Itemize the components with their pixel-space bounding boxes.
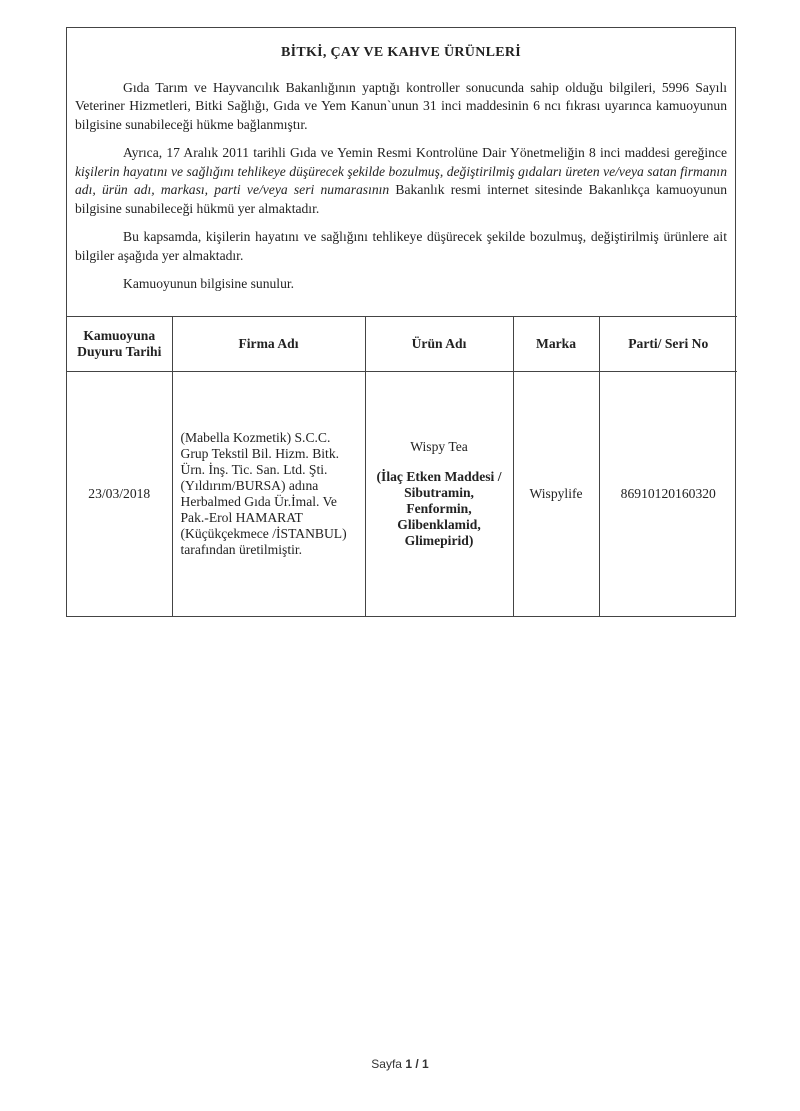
- paragraph-scope: Bu kapsamda, kişilerin hayatını ve sağlığını tehlikeye düşürecek şekilde bozulmuş, değiştirilmiş ürünlere ait bilgiler aşağıda yer almaktadır.: [75, 229, 727, 263]
- cell-product: [365, 371, 513, 616]
- header-batch: Parti/ Seri No: [599, 316, 737, 371]
- header-date: Kamuoyuna Duyuru Tarihi: [67, 316, 172, 371]
- header-product: Ürün Adı: [365, 316, 513, 371]
- paragraph-regulation-end: Bakanlık resmi internet sitesinde Bakanlıkça kamuoyunun bilgisine sunabileceği hükmü yer almaktadır.: [75, 182, 727, 216]
- cell-firm: (Mabella Kozmetik) S.C.C. Grup Tekstil Bil. Hizm. Bitk. Ürn. İnş. Tic. San. Ltd. Şti. (Yıldırım/BURSA) adına Herbalmed Gıda Ür.İmal. Ve Pak.-Erol HAMARAT (Küçükçekmece /İSTANBUL) tarafından üretilmiştir.: [172, 371, 365, 616]
- product-name: Wispy Tea: [410, 438, 468, 454]
- table-header-row: [67, 316, 737, 371]
- paragraph-regulation-start: Ayrıca, 17 Aralık 2011 tarihli Gıda ve Yemin Resmi Kontrolüne Dair Yönetmeliğin 8 inci maddesi gereğince: [123, 145, 727, 160]
- product-active-ingredients: (İlaç Etken Maddesi / Sibutramin, Fenformin, Glibenklamid, Glimepirid): [376, 468, 502, 548]
- cell-brand: Wispylife: [513, 371, 599, 616]
- document-frame: [66, 27, 736, 617]
- page-separator: /: [415, 1057, 419, 1071]
- page-current: 1: [405, 1057, 412, 1071]
- cell-batch: 86910120160320: [599, 371, 737, 616]
- paragraph-regulation-italic: kişilerin hayatını ve sağlığını tehlikeye düşürecek şekilde bozulmuş, değiştirilmiş gıdaları üreten ve/veya satan firmanın adı, ürün adı, markası, parti ve/veya seri numarasının: [75, 163, 727, 197]
- header-firm: Firma Adı: [172, 316, 365, 371]
- header-brand: Marka: [513, 316, 599, 371]
- table-row: [67, 371, 737, 616]
- page-footer: [0, 1057, 800, 1071]
- products-table: [67, 316, 737, 616]
- paragraph-regulation: [75, 144, 727, 218]
- page-total: 1: [422, 1057, 429, 1071]
- paragraph-law: Gıda Tarım ve Hayvancılık Bakanlığının yaptığı kontroller sonucunda sahip olduğu bilgileri, 5996 Sayılı Veteriner Hizmetleri, Bitki Sağlığı, Gıda ve Yem Kanun`unun 31 inci maddesinin 6 ncı fıkrası uyarınca kamuoyunun bilgisine sunabileceği hükme bağlanmıştır.: [75, 79, 727, 132]
- intro-section: [67, 28, 735, 302]
- page-label: Sayfa: [371, 1057, 402, 1071]
- paragraph-announcement: Kamuoyunun bilgisine sunulur.: [123, 276, 295, 291]
- document-title: BİTKİ, ÇAY VE KAHVE ÜRÜNLERİ: [280, 45, 522, 60]
- cell-date: 23/03/2018: [67, 371, 172, 616]
